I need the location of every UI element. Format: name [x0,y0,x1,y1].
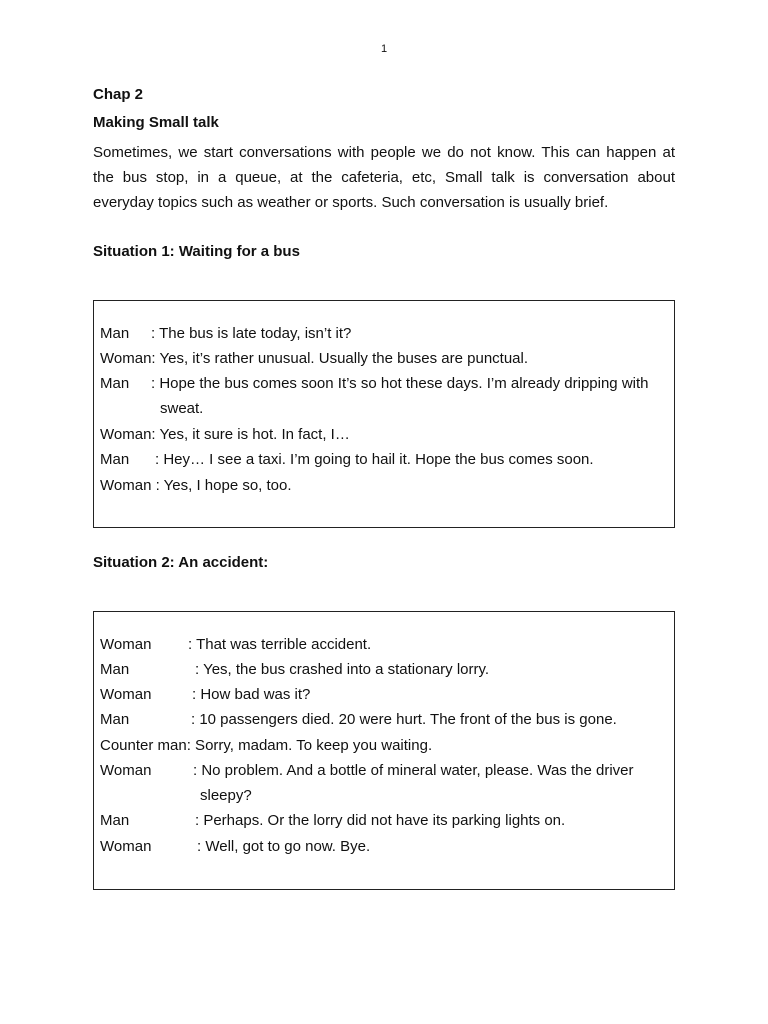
dialogue-line [100,812,565,829]
speaker-label: Man [100,375,130,392]
dialogue-text: : That was terrible accident. [188,636,372,653]
intro-line: Sometimes, we start conversations with people we do not know. This can happen at [93,144,675,161]
situation-2-heading: Situation 2: An accident: [93,554,269,571]
dialogue-line [100,375,649,392]
speaker-label: Woman [100,762,152,779]
dialogue-line [100,477,292,494]
dialogue-text: : How bad was it? [192,686,311,703]
dialogue-text: Yes, it sure is hot. In fact, I… [155,426,350,443]
dialogue-text: : Yes, the bus crashed into a stationary lorry. [195,661,490,678]
speaker-label: Woman: [100,350,156,367]
dialogue-line [100,711,617,728]
speaker-label: Man [100,451,130,468]
intro-paragraph [93,140,675,215]
intro-line: the bus stop, in a queue, at the cafeteria, etc, Small talk is conversation about [93,169,675,186]
dialogue-continuation: sweat. [160,400,204,417]
dialogue-line [100,426,350,443]
dialogue-text: : The bus is late today, isn’t it? [151,325,352,342]
dialogue-continuation: sleepy? [200,787,252,804]
situation-2-dialogue-box [93,611,675,890]
dialogue-line [100,686,310,703]
situation-1-dialogue-box [93,300,675,528]
dialogue-line [100,636,371,653]
dialogue-line [100,661,489,678]
dialogue-line [100,762,634,779]
dialogue-line [100,325,351,342]
dialogue-line [100,451,594,468]
situation-1-heading: Situation 1: Waiting for a bus [93,243,300,260]
speaker-label: Woman [100,838,152,855]
dialogue-text: : Well, got to go now. Bye. [197,838,371,855]
dialogue-text: Sorry, madam. To keep you waiting. [190,737,433,754]
speaker-label: Woman: [100,426,156,443]
dialogue-text: : 10 passengers died. 20 were hurt. The front of the bus is gone. [191,711,617,728]
speaker-label: Man [100,711,130,728]
dialogue-text: : Hope the bus comes soon It’s so hot these days. I’m already dripping with [151,375,649,392]
dialogue-text: : Perhaps. Or the lorry did not have its parking lights on. [195,812,566,829]
dialogue-text: : No problem. And a bottle of mineral water, please. Was the driver [193,762,634,779]
chapter-heading: Chap 2 [93,86,144,103]
page-number: 1 [380,43,388,55]
intro-line: everyday topics such as weather or sports. Such conversation is usually brief. [93,194,609,211]
dialogue-text: Yes, it’s rather unusual. Usually the buses are punctual. [155,350,529,367]
section-title: Making Small talk [93,114,219,131]
speaker-label: Woman [100,686,152,703]
dialogue-text: : Hey… I see a taxi. I’m going to hail it. Hope the bus comes soon. [155,451,594,468]
dialogue-line [100,737,432,754]
speaker-label: Woman [100,636,152,653]
speaker-label: Counter man: [100,737,191,754]
dialogue-line [100,350,528,367]
speaker-label: Man [100,812,130,829]
speaker-label: Man [100,325,130,342]
speaker-label: Woman : [100,477,160,494]
speaker-label: Man [100,661,130,678]
dialogue-line [100,838,370,855]
dialogue-text: Yes, I hope so, too. [159,477,292,494]
